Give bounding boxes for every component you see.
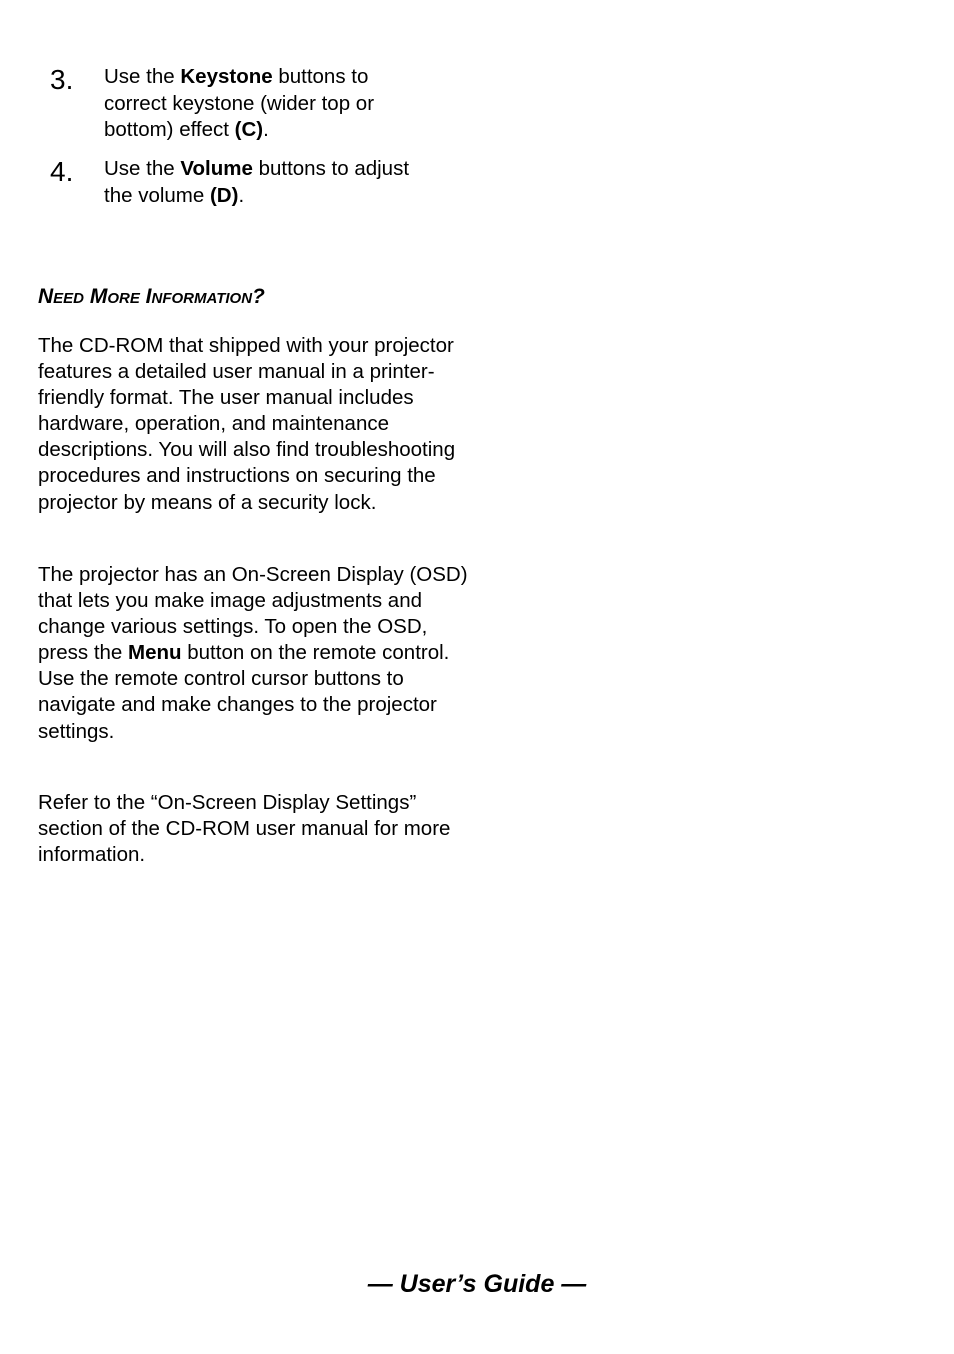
step-number: 3. [50, 64, 74, 95]
menu-term: Menu [128, 641, 182, 665]
step-number: 4. [50, 156, 74, 187]
figure-ref-c: (C) [234, 118, 264, 141]
figure-ref-d: (D) [209, 183, 239, 207]
step-text-middle: buttons to adjust the volume [104, 157, 410, 207]
keystone-term: Keystone [180, 65, 273, 88]
volume-term: Volume [180, 157, 253, 180]
paragraph-osd-before: The projector has an On-Screen Display (OSD) that lets you make image adjustments and change various settings. To open the OSD, press the [38, 563, 468, 665]
step-text-before: Use the [104, 157, 181, 180]
paragraph-osd-after: button on the remote control. Use the remote control cursor buttons to navigate and make changes to the projector settings. [38, 641, 450, 743]
footer-title: — User’s Guide — [367, 1270, 587, 1298]
paragraph-refer: Refer to the “On-Screen Display Settings” section of the CD-ROM user manual for more information. [38, 791, 451, 867]
step-text [104, 64, 434, 144]
step-text-end: . [263, 118, 269, 141]
paragraph-osd [38, 562, 468, 745]
step-text-middle: buttons to correct keystone (wider top or bottom) effect [104, 65, 375, 141]
step-text [104, 156, 434, 209]
paragraph-cd-rom: The CD-ROM that shipped with your projector features a detailed user manual in a printer-friendly format. The user manual includes hardware, operation, and maintenance descriptions. You will also find troubleshooting procedures and instructions on securing the projector by means of a security lock. [38, 334, 456, 514]
section-heading: Need More Information? [38, 285, 265, 308]
step-text-end: . [238, 183, 245, 207]
step-text-before: Use the [104, 65, 181, 88]
